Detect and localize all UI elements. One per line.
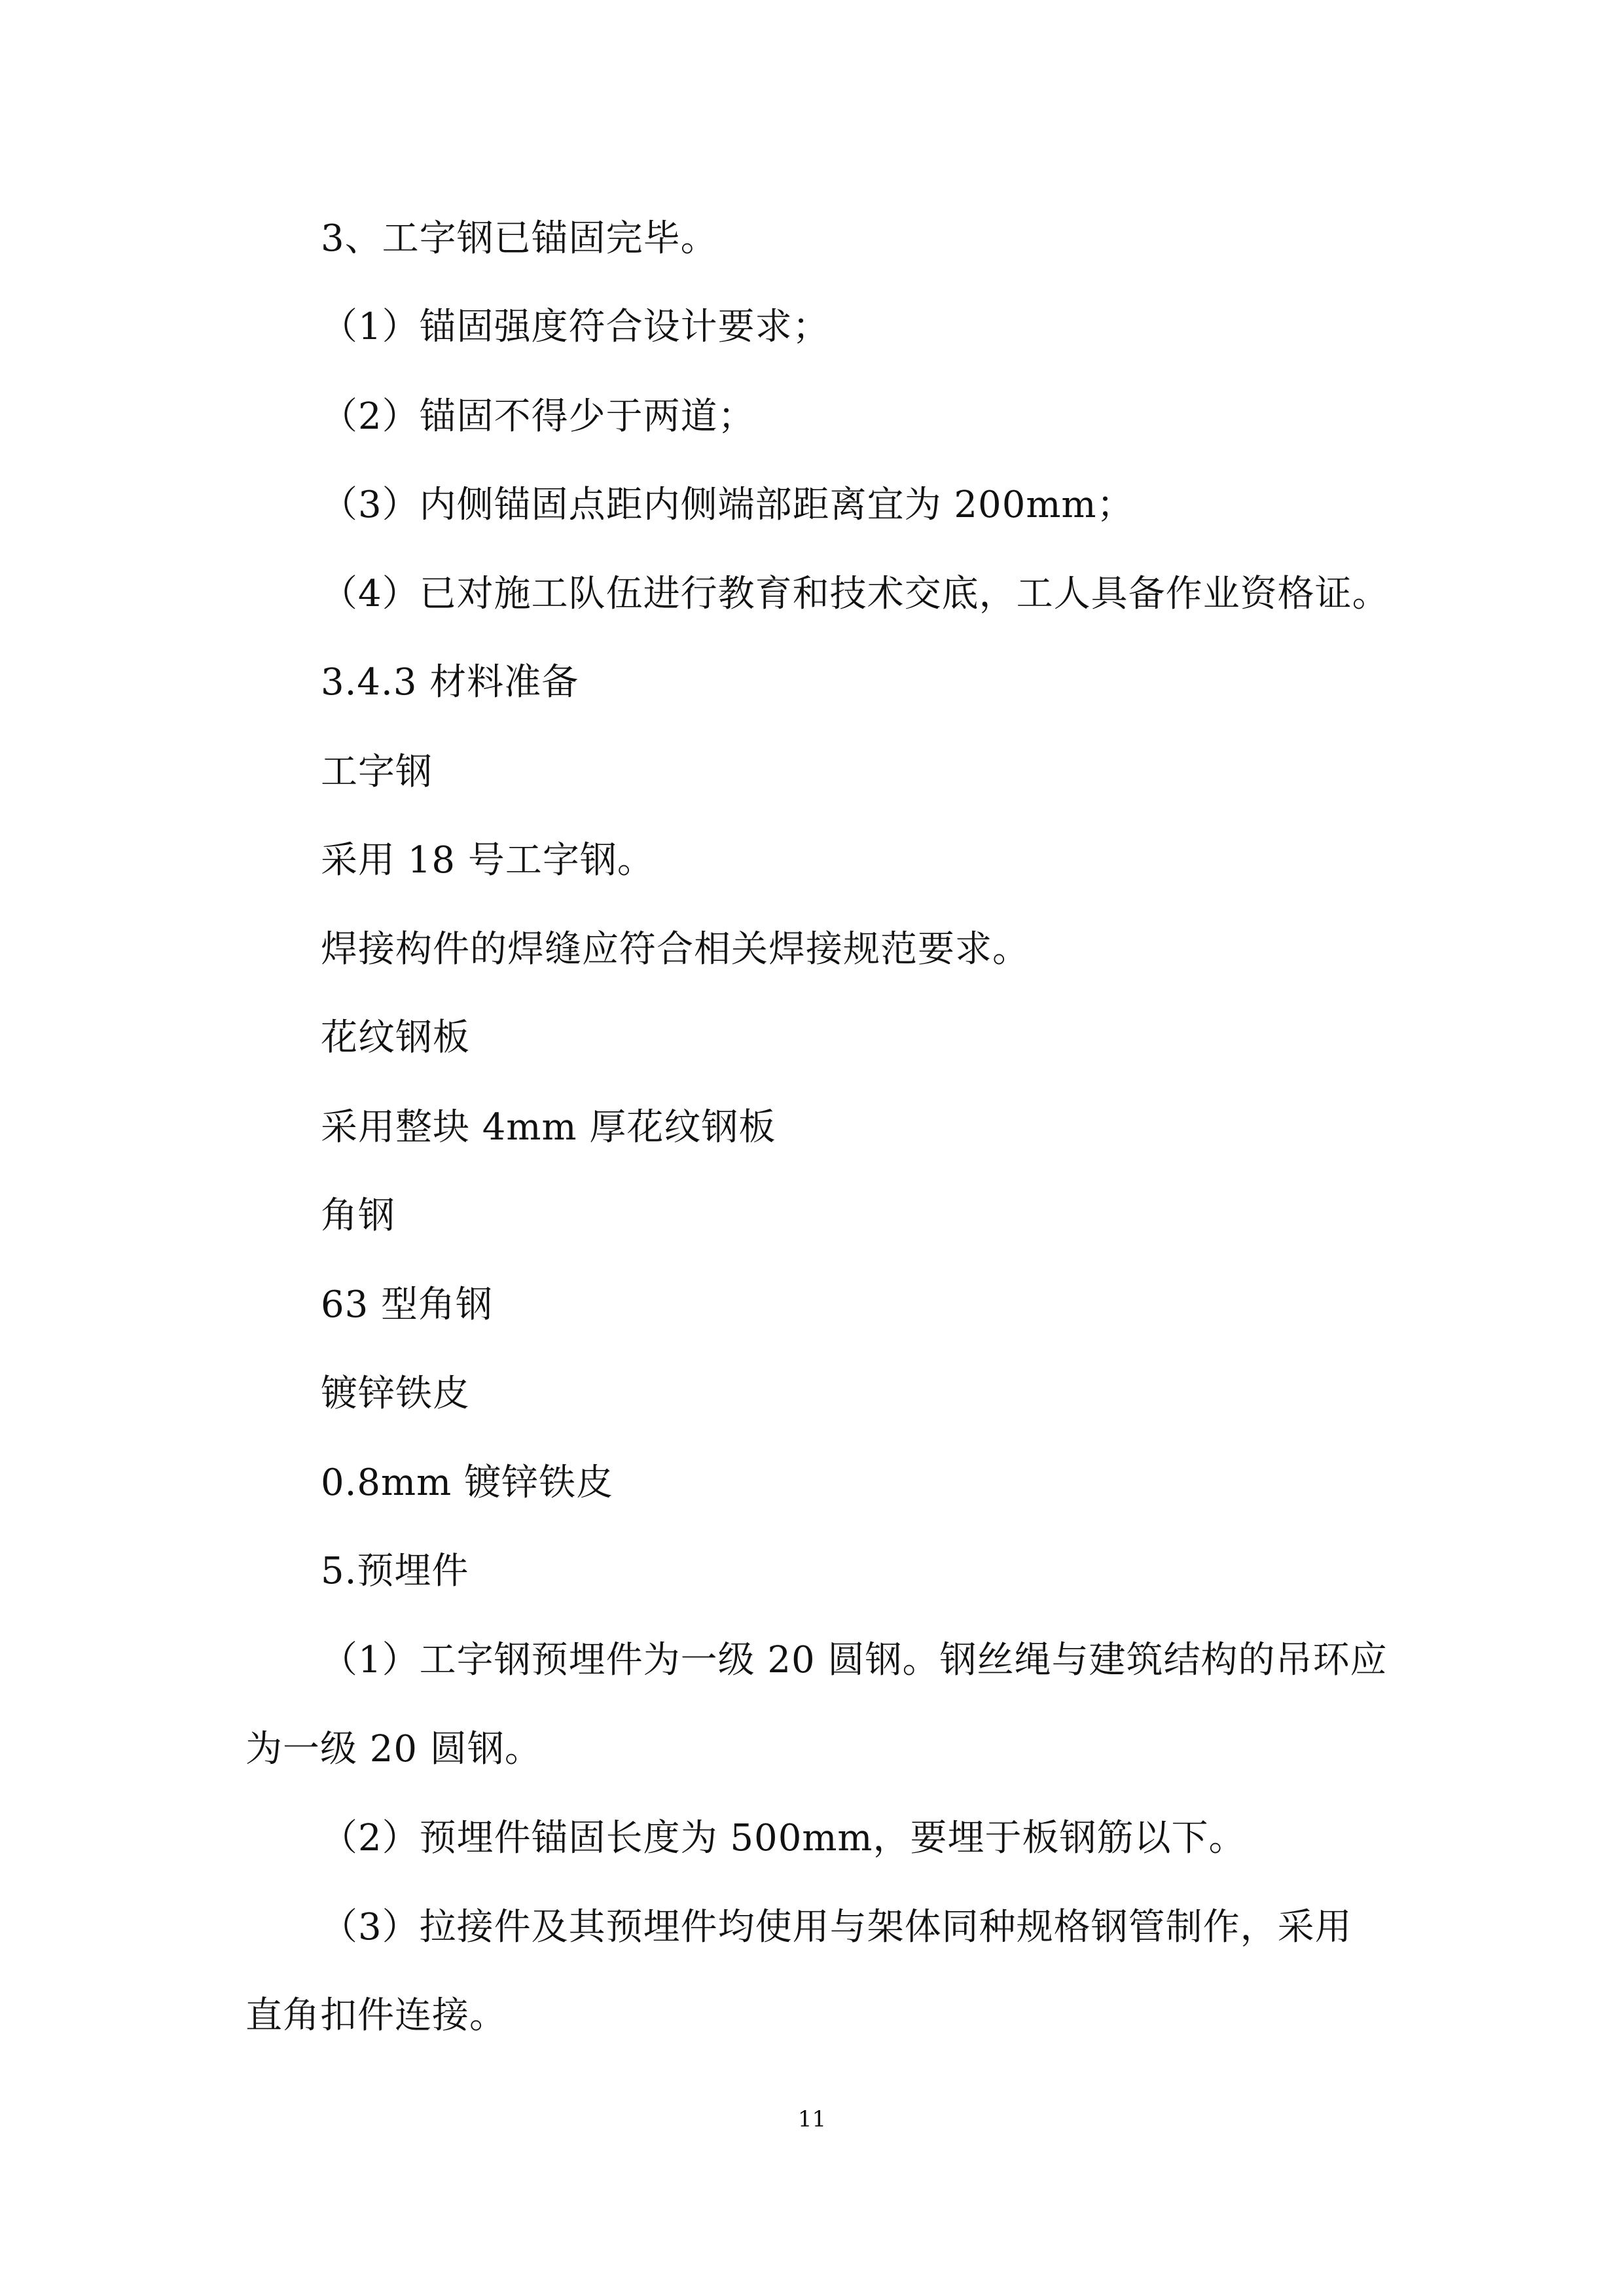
text-line: （2）预埋件锚固长度为 500mm，要埋于板钢筋以下。: [321, 1817, 1246, 1859]
text-line: 焊接构件的焊缝应符合相关焊接规范要求。: [321, 928, 1030, 971]
text-line: （2）锚固不得少于两道；: [321, 395, 755, 438]
text-line: 63 型角钢: [321, 1283, 494, 1326]
section-heading: 3.4.3 材料准备: [321, 661, 579, 704]
text-line: 5.预埋件: [321, 1550, 469, 1592]
text-line: 0.8mm 镀锌铁皮: [321, 1462, 614, 1504]
text-line: 镀锌铁皮: [321, 1372, 470, 1415]
text-line: （1）锚固强度符合设计要求；: [321, 306, 830, 348]
text-line: 花纹钢板: [321, 1016, 470, 1059]
text-line: 角钢: [321, 1194, 395, 1237]
text-line: （1）工字钢预埋件为一级 20 圆钢。钢丝绳与建筑结构的吊环应: [321, 1639, 1388, 1681]
text-line: 采用整块 4mm 厚花纹钢板: [321, 1106, 776, 1149]
text-line: （3）内侧锚固点距内侧端部距离宜为 200mm；: [321, 484, 1134, 526]
page-number: 11: [797, 2106, 827, 2132]
text-line: 工字钢: [321, 751, 433, 793]
text-line: 采用 18 号工字钢。: [321, 839, 655, 882]
text-line: 直角扣件连接。: [245, 1994, 507, 2037]
text-line: （3）拉接件及其预埋件均使用与架体同种规格钢管制作，采用: [321, 1906, 1352, 1948]
text-line: 3、工字钢已锚固完毕。: [321, 217, 718, 260]
text-line: 为一级 20 圆钢。: [245, 1728, 542, 1770]
text-line: （4）已对施工队伍进行教育和技术交底，工人具备作业资格证。: [321, 573, 1390, 615]
